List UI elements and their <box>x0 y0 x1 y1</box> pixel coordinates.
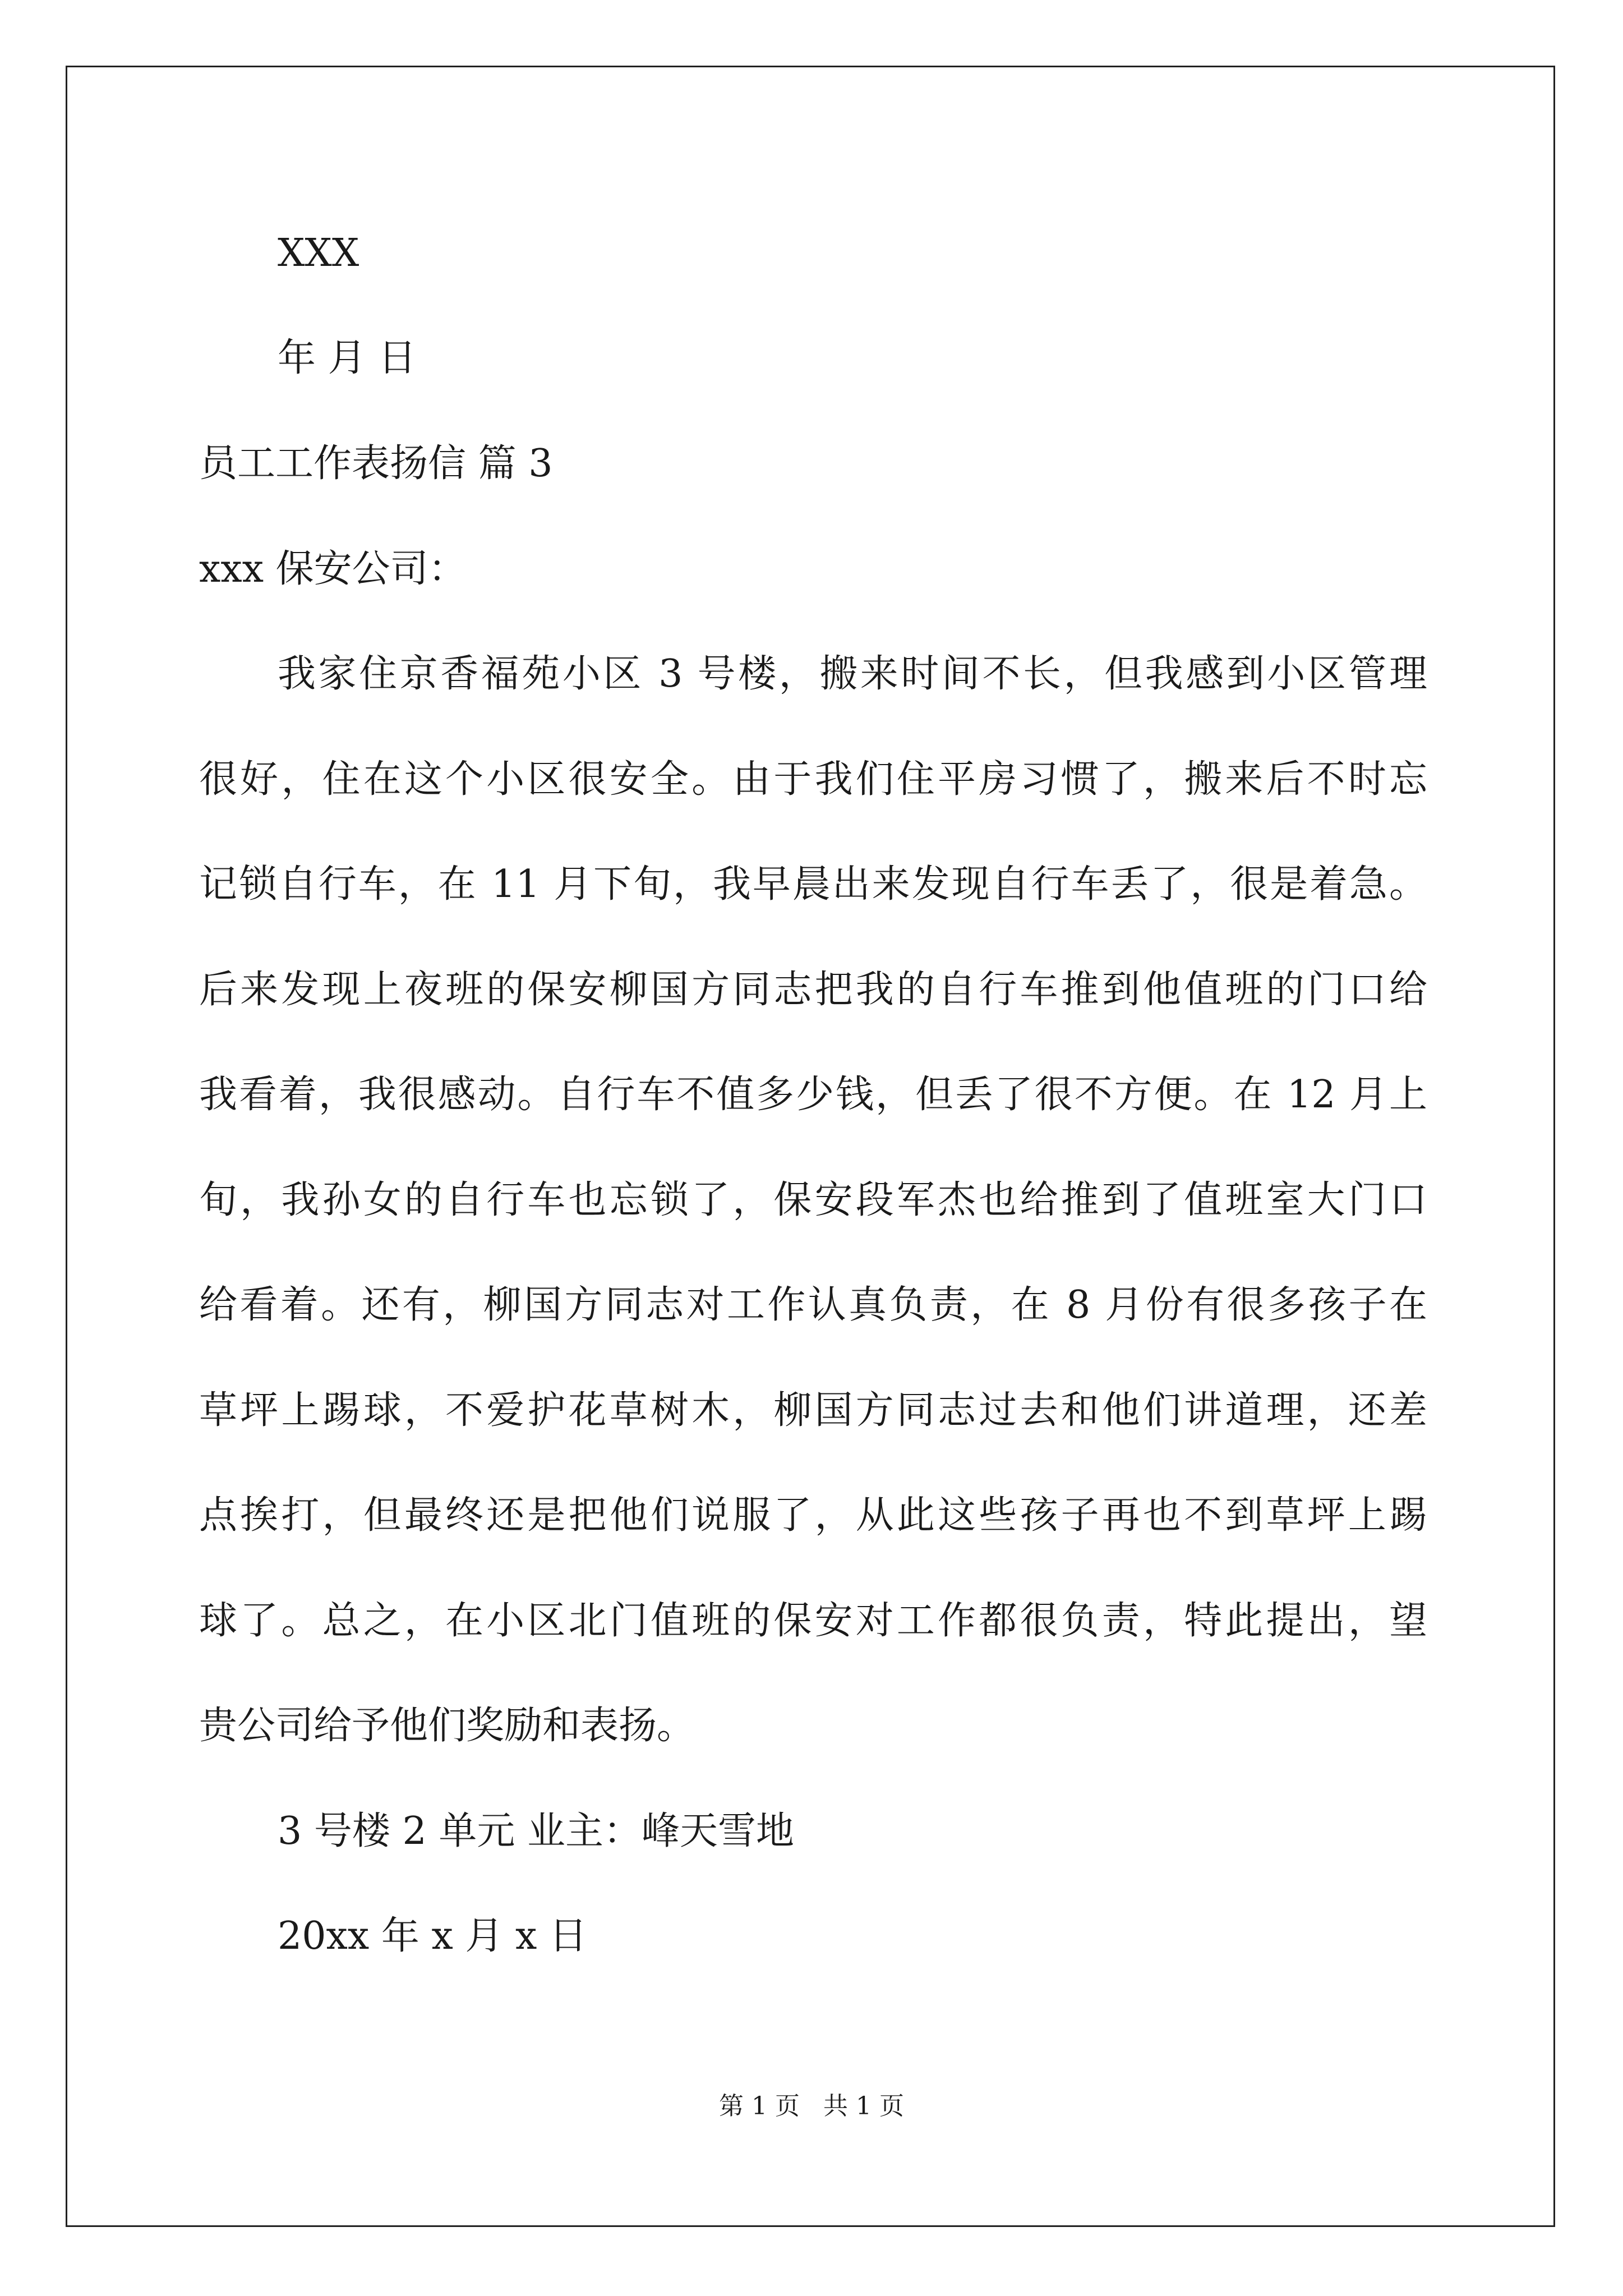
page-number-footer: 第 1 页 共 1 页 <box>719 2092 904 2120</box>
body-line-11: 贵公司给予他们奖励和表扬。 <box>199 1704 695 1748</box>
body-line-5: 我看着，我很感动。自行车不值多少钱，但丢了很不方便。在 12 月上 <box>199 1073 1427 1117</box>
body-line-9: 点挨打，但最终还是把他们说服了，从此这些孩子再也不到草坪上踢 <box>199 1493 1427 1538</box>
body-line-4: 后来发现上夜班的保安柳国方同志把我的自行车推到他值班的门口给 <box>199 968 1427 1012</box>
page-border <box>66 66 1555 2227</box>
signoff-date: 20xx 年 x 月 x 日 <box>278 1914 588 1958</box>
signature-name: XXX <box>278 231 359 275</box>
body-line-10: 球了。总之，在小区北门值班的保安对工作都很负责，特此提出，望 <box>199 1599 1427 1643</box>
signoff-owner: 3 号楼 2 单元 业主：峰天雪地 <box>278 1809 794 1853</box>
body-line-6: 旬，我孙女的自行车也忘锁了，保安段军杰也给推到了值班室大门口 <box>199 1178 1427 1222</box>
section-title: 员工工作表扬信 篇 3 <box>199 441 553 486</box>
body-line-2: 很好，住在这个小区很安全。由于我们住平房习惯了，搬来后不时忘 <box>199 757 1427 802</box>
body-line-1: 我家住京香福苑小区 3 号楼，搬来时间不长，但我感到小区管理 <box>278 652 1427 696</box>
signature-date: 年 月 日 <box>278 336 417 380</box>
body-line-8: 草坪上踢球，不爱护花草树木，柳国方同志过去和他们讲道理，还差 <box>199 1388 1427 1433</box>
body-line-7: 给看着。还有，柳国方同志对工作认真负责，在 8 月份有很多孩子在 <box>199 1283 1427 1327</box>
body-line-3: 记锁自行车，在 11 月下旬，我早晨出来发现自行车丢了，很是着急。 <box>199 862 1427 907</box>
greeting: xxx 保安公司： <box>199 547 467 591</box>
